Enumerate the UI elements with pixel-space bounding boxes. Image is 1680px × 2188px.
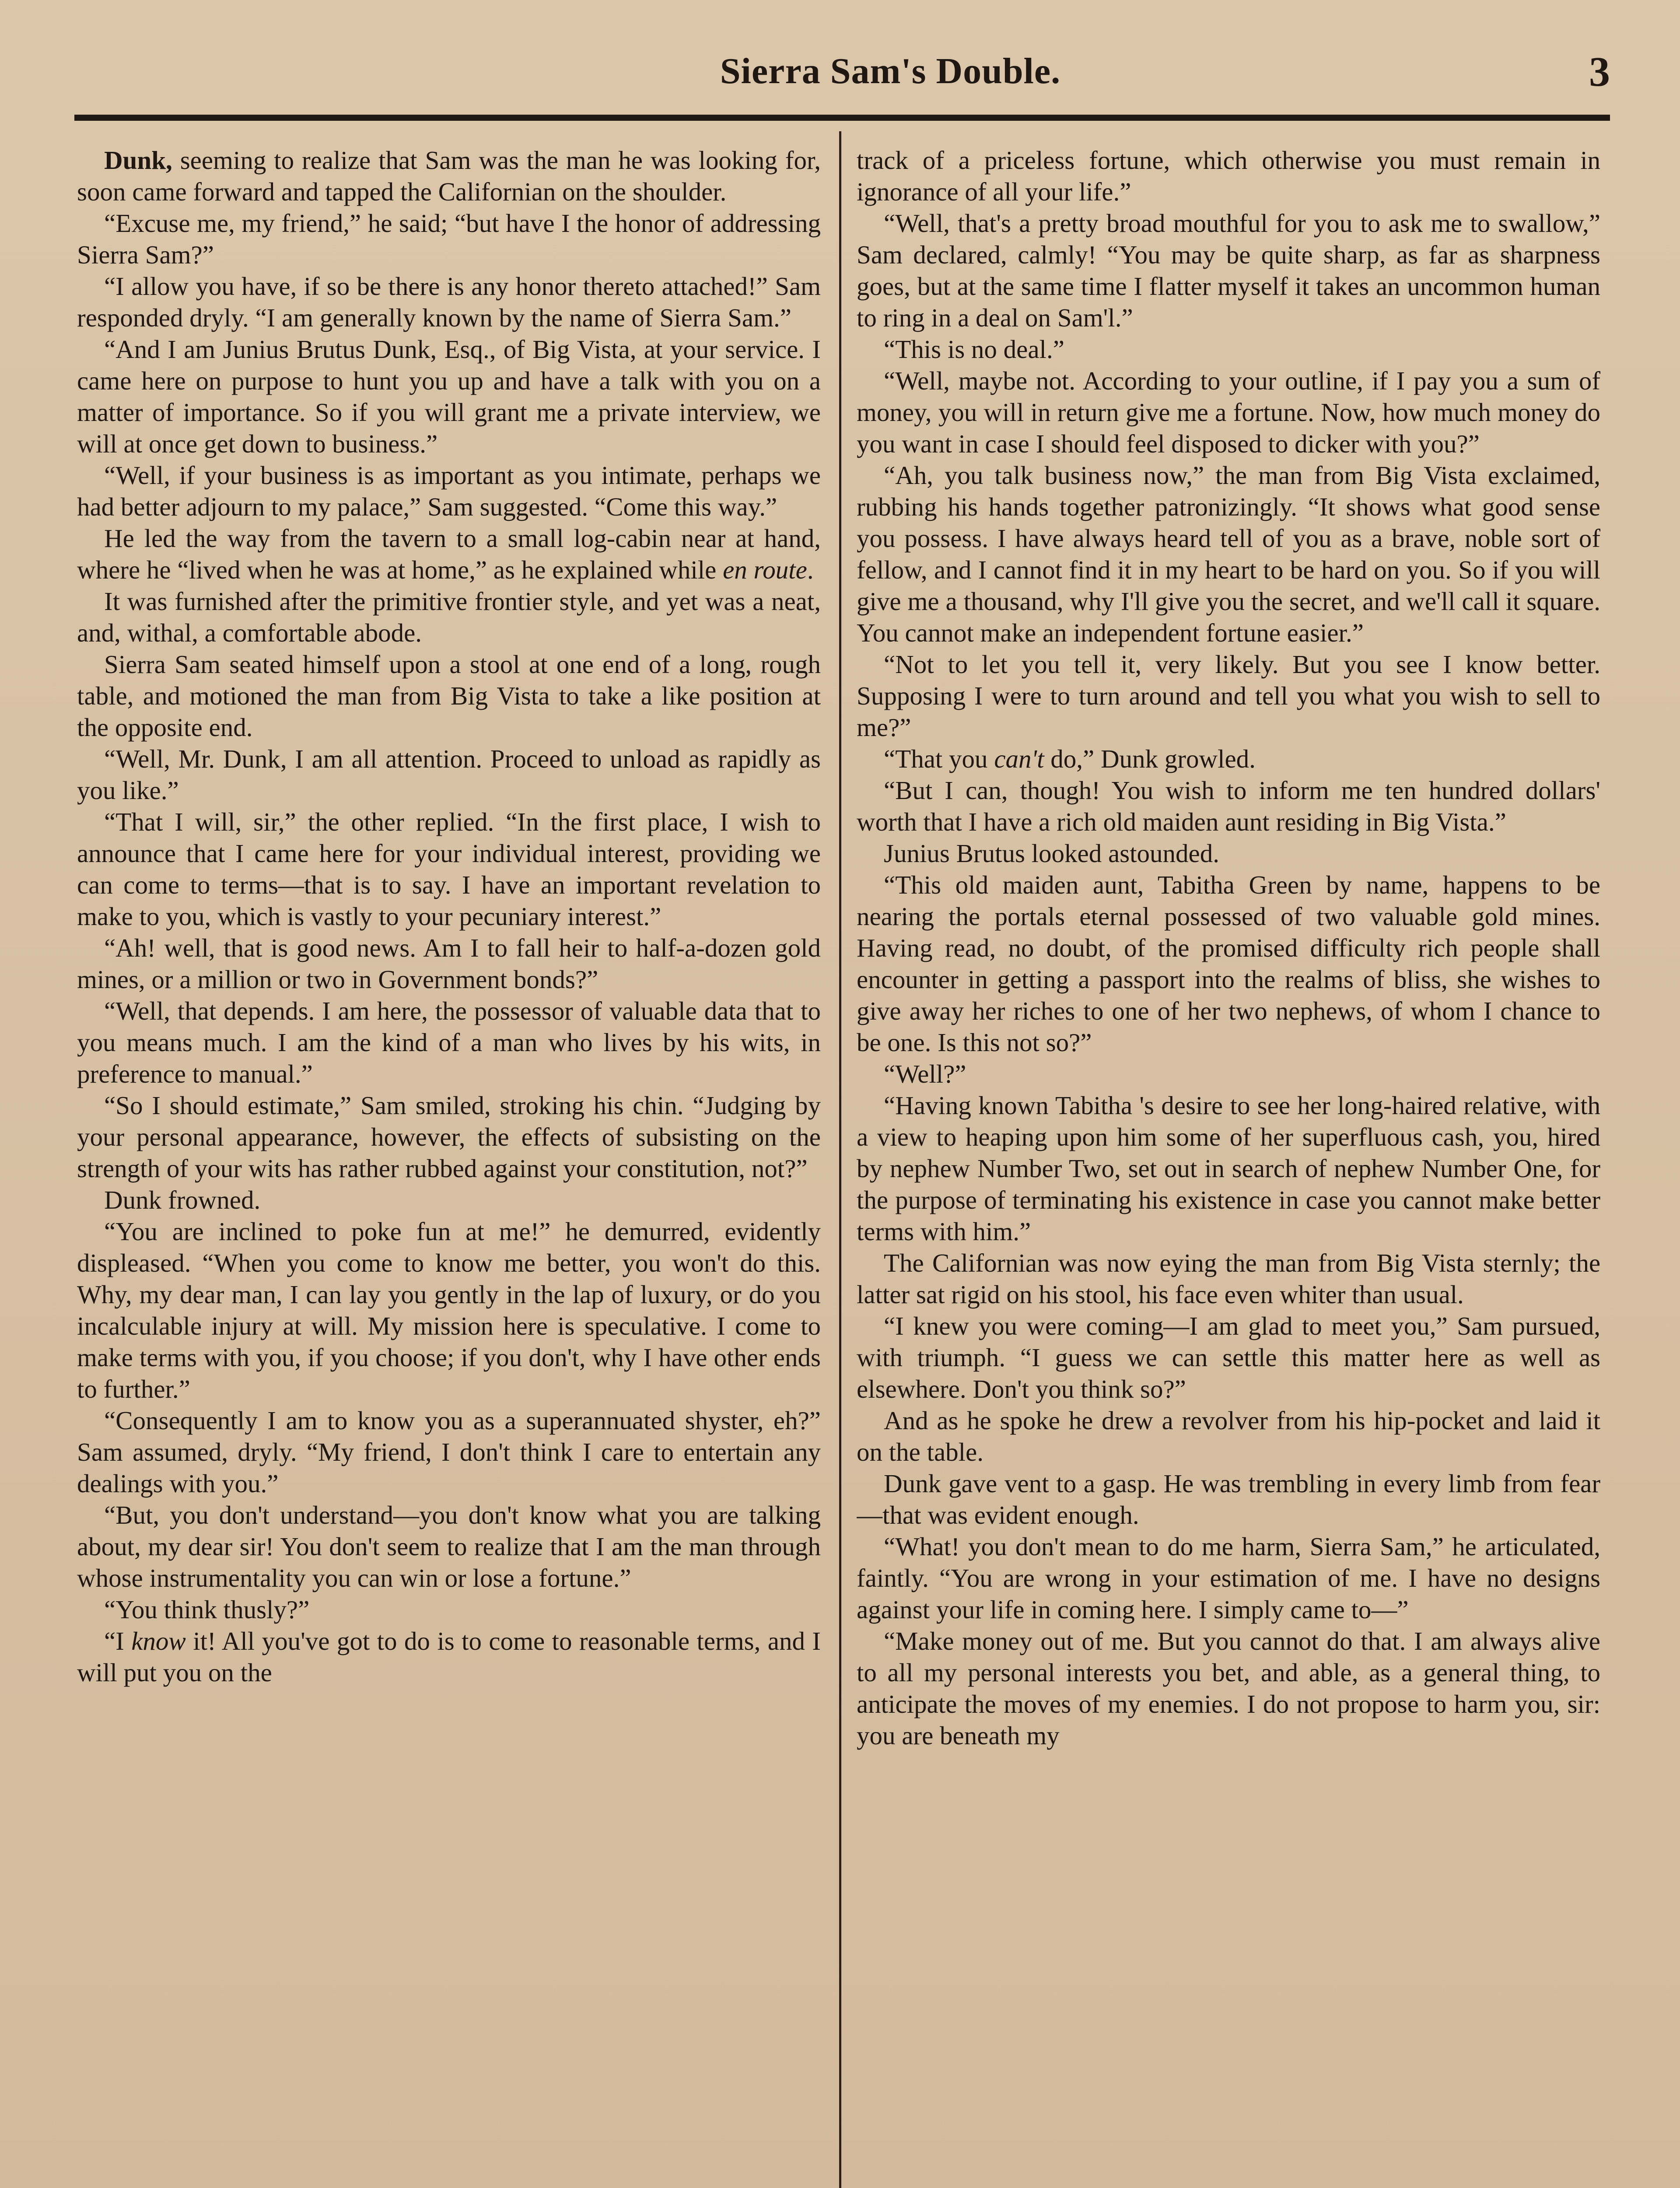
paragraph: “And I am Junius Brutus Dunk, Esq., of Big Vista, at your service. I came here on purpose to hunt you up and have a talk with you on a matter of importance. So if you will grant me a private interview, we will at once get down to business.” [77, 335, 821, 458]
paragraph: “Well, that depends. I am here, the possessor of valuable data that to you means much. I am the kind of a man who lives by his wits, in preference to manual.” [77, 996, 821, 1088]
paragraph: “This old maiden aunt, Tabitha Green by name, happens to be nearing the portals eternal possessed of two valuable gold mines. Having read, no doubt, of the promised difficulty rich people shall encounter in getting a passport into the realms of bliss, she wishes to give away her riches to one of her two nephews, of whom I chance to be one. Is this not so?” [857, 870, 1600, 1057]
page-number: 3 [1589, 48, 1610, 95]
paragraph: “So I should estimate,” Sam smiled, stroking his chin. “Judging by your personal appearance, however, the effects of subsisting on the strength of your wits has rather rubbed against your constitution, not?” [77, 1091, 821, 1183]
paragraph: “Well?” [884, 1059, 966, 1088]
paragraph: “Ah! well, that is good news. Am I to fall heir to half-a-dozen gold mines, or a million or two in Government bonds?” [77, 933, 821, 994]
paragraph: “But I can, though! You wish to inform me ten hundred dollars' worth that I have a rich old maiden aunt residing in Big Vista.” [857, 776, 1600, 836]
paragraph-text: seeming to realize that Sam was the man he was looking for, soon came forward and tapped the Californian on the shoulder. [77, 146, 821, 206]
paragraph-text: . [807, 555, 814, 584]
header-rule [74, 115, 1610, 121]
paragraph [77, 522, 821, 586]
paragraph: “But, you don't understand—you don't know what you are talking about, my dear sir! You don't seem to realize that I am the man through whose instrumentality you can win or lose a fortune.” [77, 1501, 821, 1592]
italic-text: en route [723, 555, 807, 584]
paragraph: “You are inclined to poke fun at me!” he demurred, evidently displeased. “When you come to know me better, you won't do this. Why, my dear man, I can lay you gently in the lap of luxury, or do you incalculable injury at will. My mission here is speculative. I come to make terms with you, if you choose; if you don't, why I have other ends to further.” [77, 1217, 821, 1403]
paragraph: And as he spoke he drew a revolver from his hip-pocket and laid it on the table. [857, 1406, 1600, 1466]
paragraph-text: do,” Dunk growled. [1044, 744, 1256, 773]
paragraph: “That I will, sir,” the other replied. “In the first place, I wish to announce that I came here for your individual interest, providing we can come to terms—that is to say. I have an important revelation to make to you, which is vastly to your pecuniary interest.” [77, 807, 821, 931]
running-title: Sierra Sam's Double. [720, 51, 1061, 91]
italic-text: know [131, 1627, 186, 1655]
paragraph: track of a priceless fortune, which otherwise you must remain in ignorance of all your life.” [857, 146, 1600, 206]
paragraph: The Californian was now eying the man from Big Vista sternly; the latter sat rigid on his stool, his face even whiter than usual. [857, 1248, 1600, 1309]
paragraph: “Well, Mr. Dunk, I am all attention. Proceed to unload as rapidly as you like.” [77, 744, 821, 805]
left-column [77, 144, 821, 2188]
paragraph-text: He led the way from the tavern to a small log-cabin near at hand, where he “lived when he was at home,” as he explained while [77, 524, 821, 584]
paragraph: “This is no deal.” [884, 335, 1064, 364]
paragraph: “What! you don't mean to do me harm, Sierra Sam,” he articulated, faintly. “You are wrong in your estimation of me. I have no designs against your life in coming here. I simply came to—” [857, 1532, 1600, 1624]
paragraph: “Having known Tabitha 's desire to see her long-haired relative, with a view to heaping upon him some of her superfluous cash, you, hired by nephew Number Two, set out in search of nephew Number One, for the purpose of terminating his existence in case you cannot make better terms with him.” [857, 1091, 1600, 1246]
paragraph: “Well, if your business is as important as you intimate, perhaps we had better adjourn to my palace,” Sam suggested. “Come this way.” [77, 461, 821, 521]
paragraph: Sierra Sam seated himself upon a stool at one end of a long, rough table, and motioned the man from Big Vista to take a like position at the opposite end. [77, 650, 821, 742]
paragraph: Dunk frowned. [104, 1185, 261, 1214]
lead-word: Dunk, [104, 146, 172, 175]
paragraph-text: “That you [884, 744, 994, 773]
paragraph: “Ah, you talk business now,” the man from Big Vista exclaimed, rubbing his hands together patronizingly. “It shows what good sense you possess. I have always heard tell of you as a brave, noble sort of fellow, and I cannot find it in my heart to be hard on you. So if you will give me a thousand, why I'll give you the secret, and we'll call it square. You cannot make an independent fortune easier.” [857, 461, 1600, 647]
paragraph-text: it! All you've got to do is to come to reasonable terms, and I will put you on the [77, 1627, 821, 1687]
paragraph [857, 743, 1600, 775]
paragraph [77, 1625, 821, 1688]
paragraph: Junius Brutus looked astounded. [884, 839, 1219, 868]
paragraph: “I knew you were coming—I am glad to meet you,” Sam pursued, with triumph. “I guess we can settle this matter here as well as elsewhere. Don't you think so?” [857, 1311, 1600, 1403]
paragraph [77, 144, 821, 207]
paragraph: “Excuse me, my friend,” he said; “but have I the honor of addressing Sierra Sam?” [77, 209, 821, 269]
paragraph: “Not to let you tell it, very likely. But you see I know better. Supposing I were to turn around and tell you what you wish to sell to me?” [857, 650, 1600, 742]
column-divider [839, 131, 841, 2188]
paragraph: “Consequently I am to know you as a superannuated shyster, eh?” Sam assumed, dryly. “My friend, I don't think I care to entertain any dealings with you.” [77, 1406, 821, 1498]
paragraph: Dunk gave vent to a gasp. He was trembling in every limb from fear—that was evident enough. [857, 1469, 1600, 1529]
paragraph: “Well, maybe not. According to your outline, if I pay you a sum of money, you will in return give me a fortune. Now, how much money do you want in case I should feel disposed to dicker with you?” [857, 366, 1600, 458]
italic-text: can't [994, 744, 1044, 773]
paragraph: It was furnished after the primitive frontier style, and yet was a neat, and, withal, a comfortable abode. [77, 587, 821, 647]
page-header [74, 46, 1619, 102]
paragraph-text: “I [104, 1627, 132, 1655]
paragraph: “You think thusly?” [104, 1595, 310, 1624]
paragraph: “I allow you have, if so be there is any honor thereto attached!” Sam responded dryly. “I am generally known by the name of Sierra Sam.” [77, 272, 821, 332]
paragraph: “Well, that's a pretty broad mouthful for you to ask me to swallow,” Sam declared, calmly! “You may be quite sharp, as far as sharpness goes, but at the same time I flatter myself it takes an uncommon human to ring in a deal on Sam'l.” [857, 209, 1600, 332]
paragraph: “Make money out of me. But you cannot do that. I am always alive to all my personal interests you bet, and able, as a general thing, to anticipate the moves of my enemies. I do not propose to harm you, sir: you are beneath my [857, 1627, 1600, 1750]
right-column [857, 144, 1600, 2188]
